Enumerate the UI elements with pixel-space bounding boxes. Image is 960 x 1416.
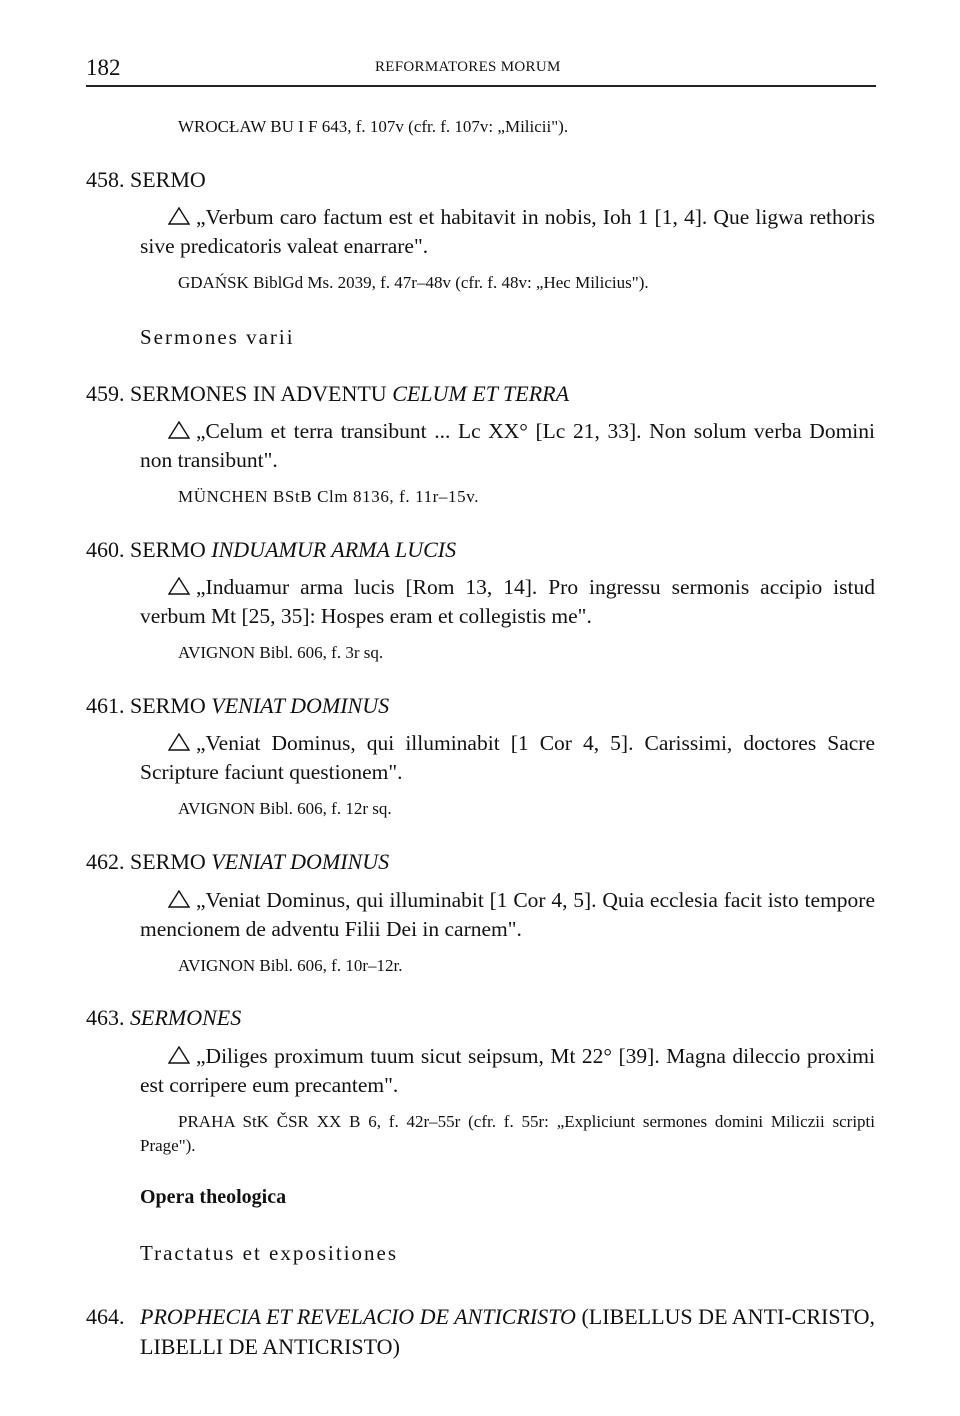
- incipit: [140, 886, 875, 944]
- triangle-icon: [168, 890, 190, 908]
- source-line: WROCŁAW BU I F 643, f. 107v (cfr. f. 107v: „Milicii").: [178, 117, 569, 136]
- entry-number: 459.: [86, 381, 125, 406]
- entry-title-italic: INDUAMUR ARMA LUCIS: [211, 537, 457, 562]
- incipit-text: „Celum et terra transibunt ... Lc XX° [Lc 21, 33]. Non solum verba Domini non transibunt".: [140, 419, 875, 472]
- entry-heading: [86, 693, 389, 719]
- source-line: GDAŃSK BiblGd Ms. 2039, f. 47r–48v (cfr. f. 48v: „Hec Milicius").: [178, 273, 649, 292]
- running-title: REFORMATORES MORUM: [375, 59, 561, 75]
- entry-title: SERMO: [130, 693, 206, 718]
- incipit-text: „Verbum caro factum est et habitavit in nobis, Ioh 1 [1, 4]. Que ligwa rethoris sive predicatoris valeat enarrare".: [140, 205, 875, 258]
- triangle-icon: [168, 733, 190, 751]
- incipit: [140, 203, 875, 261]
- entry-heading: [86, 537, 456, 563]
- triangle-icon: [168, 1046, 190, 1064]
- triangle-icon: [168, 421, 190, 439]
- entry-number: 458.: [86, 167, 125, 192]
- entry-title: SERMO: [130, 537, 206, 562]
- entry-heading: [86, 167, 206, 193]
- incipit: [140, 729, 875, 787]
- incipit: [140, 573, 875, 631]
- source-line: MÜNCHEN BStB Clm 8136, f. 11r–15v.: [178, 487, 480, 506]
- incipit: [140, 1042, 875, 1100]
- source-line: AVIGNON Bibl. 606, f. 10r–12r.: [178, 956, 403, 975]
- entry-number: 463.: [86, 1005, 125, 1030]
- entry-number: 460.: [86, 537, 125, 562]
- source-line: AVIGNON Bibl. 606, f. 12r sq.: [178, 799, 392, 818]
- entry-title-italic: PROPHECIA ET REVELACIO DE ANTICRISTO: [140, 1304, 576, 1329]
- page-number: 182: [86, 55, 121, 80]
- incipit-text: „Veniat Dominus, qui illuminabit [1 Cor 4, 5]. Carissimi, doctores Sacre Scripture faciunt questionem".: [140, 731, 875, 784]
- section-heading: Sermones varii: [140, 325, 295, 349]
- entry-title-italic: VENIAT DOMINUS: [211, 849, 390, 874]
- entry-title-italic: CELUM ET TERRA: [392, 381, 570, 406]
- entry-title-italic: VENIAT DOMINUS: [211, 693, 390, 718]
- entry-heading: [86, 381, 569, 407]
- entry-title: SERMO: [130, 849, 206, 874]
- incipit-text: „Diliges proximum tuum sicut seipsum, Mt 22° [39]. Magna dileccio proximi est corripere eum precantem".: [140, 1044, 875, 1097]
- incipit-text: „Veniat Dominus, qui illuminabit [1 Cor 4, 5]. Quia ecclesia facit isto tempore mencionem de adventu Filii Dei in carnem".: [140, 888, 875, 941]
- header-rule: [86, 85, 876, 87]
- entry-heading: [86, 1005, 241, 1031]
- section-heading: Opera theologica: [140, 1186, 287, 1208]
- triangle-icon: [168, 577, 190, 595]
- entry-number: 461.: [86, 693, 125, 718]
- incipit-text: „Induamur arma lucis [Rom 13, 14]. Pro ingressu sermonis accipio istud verbum Mt [25, 35]: Hospes eram et collegistis me".: [140, 575, 875, 628]
- entry-title: SERMONES IN ADVENTU: [130, 381, 387, 406]
- entry-title: (LIBELLUS DE ANTI-CRISTO, LIBELLI DE ANTICRISTO): [140, 1304, 875, 1359]
- entry-title-block: [140, 1302, 875, 1362]
- entry-title: SERMO: [130, 167, 206, 192]
- source-line: AVIGNON Bibl. 606, f. 3r sq.: [178, 643, 384, 662]
- entry-title-italic: SERMONES: [130, 1005, 242, 1030]
- entry-number: 464.: [86, 1304, 125, 1329]
- incipit: [140, 417, 875, 475]
- subsection-heading: Tractatus et expositiones: [140, 1241, 399, 1265]
- triangle-icon: [168, 207, 190, 225]
- source-line: PRAHA StK ČSR XX B 6, f. 42r–55r (cfr. f. 55r: „Expliciunt sermones domini Miliczii scripti Prage").: [140, 1112, 875, 1155]
- entry-number: 462.: [86, 849, 125, 874]
- entry-heading: [86, 849, 389, 875]
